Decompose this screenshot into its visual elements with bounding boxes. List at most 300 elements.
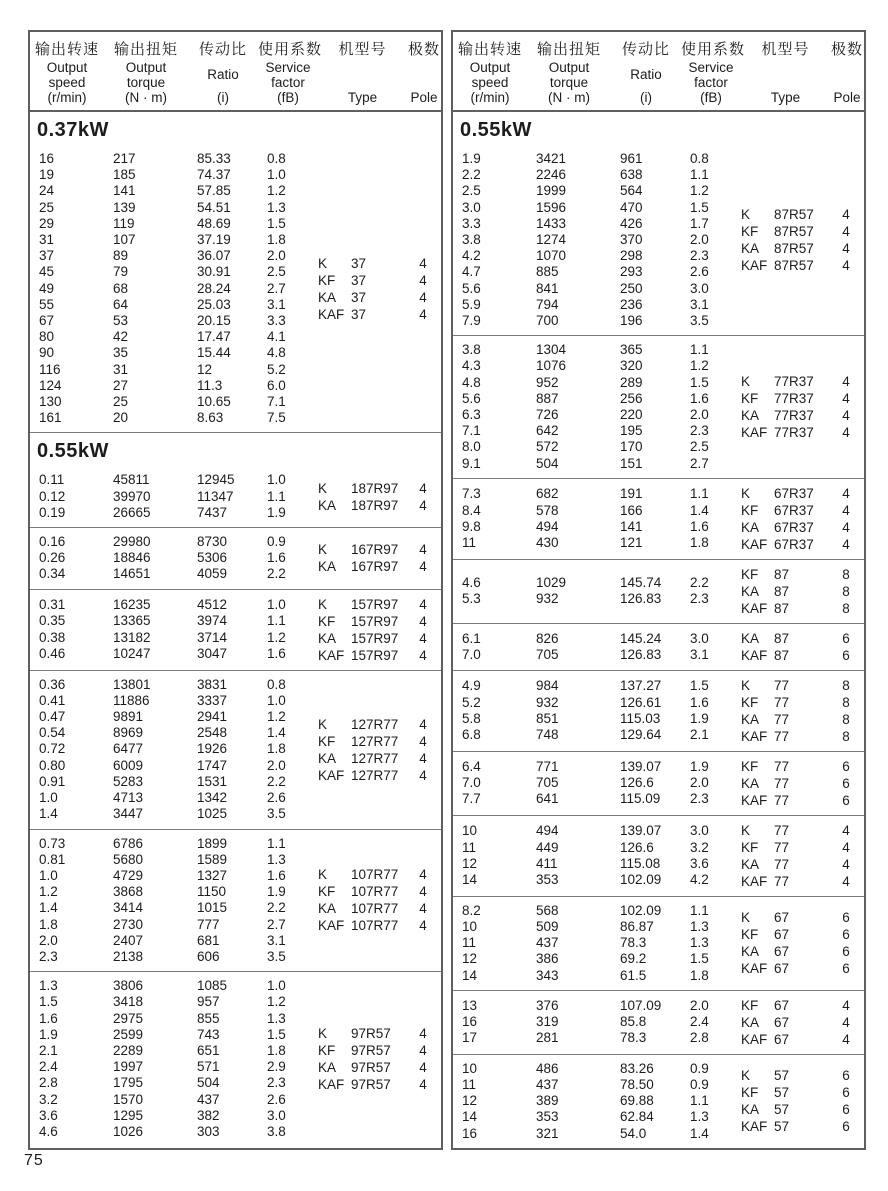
output-speed-cell: 1.4 <box>39 806 58 822</box>
ratio-cell: 85.8 <box>620 1014 647 1030</box>
output-torque-cell: 5283 <box>113 773 144 789</box>
model-pole: 6 <box>842 758 850 774</box>
spec-rows <box>30 836 318 966</box>
service-factor-cell: 1.0 <box>267 692 286 708</box>
column-header-en-line: Output <box>548 59 590 75</box>
service-factor-cell: 1.3 <box>690 1109 709 1125</box>
output-speed-cell: 2.8 <box>39 1075 58 1091</box>
output-torque-cell: 437 <box>536 1077 559 1093</box>
model-line <box>741 424 861 441</box>
service-factor-cell: 3.1 <box>267 296 286 312</box>
output-speed-cell: 130 <box>39 394 62 410</box>
model-pole: 8 <box>842 728 850 744</box>
ratio-cell: 426 <box>620 215 643 231</box>
output-speed-cell: 124 <box>39 377 62 393</box>
output-torque-cell: 4713 <box>113 790 144 806</box>
output-torque-cell: 1076 <box>536 358 567 374</box>
spec-group <box>453 145 864 335</box>
model-prefix: KA <box>318 1060 337 1076</box>
model-code: 77R37 <box>774 391 814 407</box>
model-pole: 6 <box>842 647 850 663</box>
model-code: 77 <box>774 873 790 889</box>
ratio-cell: 743 <box>197 1026 220 1042</box>
service-factor-cell: 3.0 <box>690 280 709 296</box>
model-code: 67 <box>774 997 790 1013</box>
spec-rows <box>453 486 741 551</box>
model-pole: 6 <box>842 1102 850 1118</box>
model-line <box>318 866 438 883</box>
model-pole: 6 <box>842 1119 850 1135</box>
model-pole: 4 <box>842 374 850 390</box>
column-header-en <box>453 59 527 90</box>
ratio-cell: 681 <box>197 932 220 948</box>
output-speed-cell: 0.38 <box>39 629 66 645</box>
service-factor-cell: 4.2 <box>690 872 709 888</box>
column-header-unit: Type <box>770 90 801 105</box>
column-header-zh: 极数 <box>407 41 440 58</box>
service-factor-cell: 1.3 <box>267 199 286 215</box>
service-factor-cell: 3.5 <box>267 806 286 822</box>
output-torque-cell: 1997 <box>113 1059 144 1075</box>
service-factor-cell: 1.1 <box>690 1093 709 1109</box>
service-factor-cell: 1.4 <box>267 725 286 741</box>
output-speed-cell: 10 <box>462 919 478 935</box>
output-speed-cell: 0.19 <box>39 504 66 520</box>
spec-rows <box>30 472 318 521</box>
ratio-cell: 11347 <box>197 488 234 504</box>
model-prefix: K <box>741 485 751 501</box>
model-line <box>741 856 861 873</box>
ratio-cell: 5306 <box>197 550 228 566</box>
column-header-en-line: Service <box>265 59 311 75</box>
model-pole: 4 <box>419 647 427 663</box>
spec-group <box>453 335 864 478</box>
output-torque-cell: 18846 <box>113 550 151 566</box>
ratio-cell: 504 <box>197 1075 220 1091</box>
ratio-cell: 54.0 <box>620 1125 647 1141</box>
output-speed-cell: 5.9 <box>462 296 481 312</box>
output-torque-cell: 578 <box>536 502 559 518</box>
spec-rows <box>30 677 318 823</box>
model-pole: 4 <box>419 289 427 305</box>
model-pole: 4 <box>419 630 427 646</box>
service-factor-cell: 1.9 <box>690 759 709 775</box>
output-torque-cell: 705 <box>536 646 559 662</box>
model-list <box>318 480 441 514</box>
spec-group <box>30 466 441 527</box>
output-torque-cell: 430 <box>536 535 559 551</box>
model-code: 167R97 <box>351 542 399 558</box>
spec-group <box>30 527 441 589</box>
model-prefix: KAF <box>318 647 345 663</box>
service-factor-cell: 4.1 <box>267 329 286 345</box>
spec-rows <box>30 597 318 662</box>
output-torque-cell: 885 <box>536 264 559 280</box>
ratio-cell: 126.83 <box>620 646 662 662</box>
model-code: 67R37 <box>774 536 814 552</box>
service-factor-cell: 2.1 <box>690 727 709 743</box>
model-line <box>318 733 438 750</box>
spec-rows <box>453 342 741 472</box>
service-factor-cell: 2.3 <box>690 423 709 439</box>
model-pole: 8 <box>842 677 850 693</box>
model-pole: 4 <box>419 497 427 513</box>
spec-group <box>30 589 441 670</box>
output-speed-cell: 4.9 <box>462 678 481 694</box>
model-code: 67 <box>774 910 790 926</box>
model-pole: 4 <box>419 272 427 288</box>
model-prefix: KAF <box>741 961 768 977</box>
column-header-en <box>681 59 741 90</box>
output-torque-cell: 3868 <box>113 884 144 900</box>
service-factor-cell: 3.0 <box>690 823 709 839</box>
output-speed-cell: 49 <box>39 280 55 296</box>
power-section-title: 0.55kW <box>460 119 532 141</box>
ratio-cell: 11.3 <box>197 377 223 393</box>
ratio-cell: 36.07 <box>197 248 231 264</box>
output-torque-cell: 771 <box>536 759 559 775</box>
model-code: 37 <box>351 272 367 288</box>
service-factor-cell: 1.7 <box>690 215 709 231</box>
output-torque-cell: 494 <box>536 823 559 839</box>
output-speed-cell: 7.3 <box>462 486 481 502</box>
output-speed-cell: 6.1 <box>462 630 481 646</box>
output-speed-cell: 4.2 <box>462 248 481 264</box>
column-header <box>188 38 258 106</box>
service-factor-cell: 1.1 <box>267 613 286 629</box>
model-prefix: KA <box>318 289 337 305</box>
column-header-en <box>188 59 258 90</box>
ratio-cell: 961 <box>620 151 643 166</box>
model-prefix: KF <box>318 613 336 629</box>
model-pole: 4 <box>842 408 850 424</box>
ratio-cell: 2941 <box>197 709 228 725</box>
model-list <box>741 373 864 441</box>
output-speed-cell: 8.2 <box>462 902 481 918</box>
model-line <box>741 257 861 274</box>
service-factor-cell: 2.0 <box>267 757 286 773</box>
ratio-cell: 437 <box>197 1091 220 1107</box>
output-torque-cell: 449 <box>536 839 559 855</box>
model-pole: 4 <box>419 1077 427 1093</box>
output-torque-cell: 1433 <box>536 215 567 231</box>
ratio-cell: 1747 <box>197 757 228 773</box>
model-list <box>318 1025 441 1093</box>
output-torque-cell: 1026 <box>113 1123 144 1139</box>
ratio-cell: 220 <box>620 407 643 423</box>
model-code: 77 <box>774 711 790 727</box>
column-header-zh: 使用系数 <box>258 41 323 58</box>
ratio-cell: 957 <box>197 994 220 1010</box>
ratio-cell: 8.63 <box>197 410 224 426</box>
output-torque-cell: 217 <box>113 151 136 166</box>
model-code: 87 <box>774 647 790 663</box>
output-torque-cell: 1295 <box>113 1107 144 1123</box>
ratio-cell: 256 <box>620 390 643 406</box>
model-code: 67 <box>774 1014 790 1030</box>
output-torque-cell: 841 <box>536 280 559 296</box>
service-factor-cell: 1.1 <box>690 902 709 918</box>
column-header-en <box>527 59 611 90</box>
output-speed-cell: 2.1 <box>39 1042 58 1058</box>
ratio-cell: 3831 <box>197 676 228 692</box>
model-pole: 4 <box>842 519 850 535</box>
output-torque-cell: 141 <box>113 183 136 199</box>
column-header-zh: 输出转速 <box>34 41 99 58</box>
output-speed-cell: 0.34 <box>39 566 66 582</box>
spec-group <box>453 559 864 623</box>
model-line <box>741 1118 861 1135</box>
output-torque-cell: 13801 <box>113 676 151 692</box>
model-list <box>318 596 441 664</box>
output-speed-cell: 3.6 <box>39 1107 58 1123</box>
output-speed-cell: 3.3 <box>462 215 481 231</box>
output-speed-cell: 14 <box>462 967 478 983</box>
output-speed-cell: 2.2 <box>462 167 481 183</box>
output-torque-cell: 353 <box>536 872 559 888</box>
spec-rows <box>30 151 318 426</box>
spec-group <box>30 829 441 972</box>
output-speed-cell: 16 <box>39 151 55 166</box>
output-torque-cell: 486 <box>536 1060 559 1076</box>
spec-group <box>453 815 864 896</box>
output-speed-cell: 161 <box>39 410 62 426</box>
service-factor-cell: 1.5 <box>267 215 286 231</box>
ratio-cell: 777 <box>197 916 220 932</box>
model-prefix: KF <box>318 272 336 288</box>
ratio-cell: 303 <box>197 1123 220 1139</box>
output-torque-cell: 42 <box>113 329 129 345</box>
ratio-cell: 564 <box>620 183 643 199</box>
service-factor-cell: 1.6 <box>690 694 709 710</box>
ratio-cell: 115.08 <box>620 855 661 871</box>
service-factor-cell: 2.7 <box>267 280 286 296</box>
output-speed-cell: 0.72 <box>39 741 66 757</box>
output-torque-cell: 376 <box>536 998 559 1014</box>
output-speed-cell: 2.0 <box>39 932 58 948</box>
output-speed-cell: 9.8 <box>462 518 481 534</box>
output-speed-cell: 7.1 <box>462 423 481 439</box>
spec-group <box>30 670 441 829</box>
ratio-cell: 102.09 <box>620 872 662 888</box>
service-factor-cell: 1.0 <box>267 978 286 994</box>
model-code: 37 <box>351 255 367 271</box>
model-pole: 4 <box>842 207 850 223</box>
column-header-unit: (i) <box>217 90 229 105</box>
output-speed-cell: 16 <box>462 1125 478 1141</box>
output-torque-cell: 2599 <box>113 1026 144 1042</box>
column-header-en-line: Ratio <box>207 67 239 82</box>
model-pole: 4 <box>842 391 850 407</box>
output-torque-cell: 68 <box>113 280 129 296</box>
service-factor-cell: 2.0 <box>690 775 709 791</box>
output-speed-cell: 55 <box>39 296 55 312</box>
model-prefix: KF <box>318 884 336 900</box>
model-pole: 6 <box>842 927 850 943</box>
service-factor-cell: 2.2 <box>267 900 286 916</box>
ratio-cell: 137.27 <box>620 678 662 694</box>
model-prefix: KAF <box>741 873 768 889</box>
ratio-cell: 139.07 <box>620 823 662 839</box>
output-speed-cell: 1.0 <box>39 867 58 883</box>
model-pole: 6 <box>842 910 850 926</box>
service-factor-cell: 3.8 <box>267 1123 286 1139</box>
model-code: 187R97 <box>351 497 399 513</box>
output-torque-cell: 2246 <box>536 167 567 183</box>
model-code: 97R57 <box>351 1077 391 1093</box>
service-factor-cell: 0.9 <box>690 1060 709 1076</box>
model-prefix: KAF <box>741 647 768 663</box>
output-torque-cell: 8969 <box>113 725 144 741</box>
model-line <box>741 647 861 664</box>
spec-group <box>453 478 864 559</box>
output-torque-cell: 3447 <box>113 806 144 822</box>
service-factor-cell: 2.6 <box>690 264 709 280</box>
service-factor-cell: 1.5 <box>267 1026 286 1042</box>
output-speed-cell: 0.35 <box>39 613 66 629</box>
service-factor-cell: 2.7 <box>267 916 286 932</box>
model-line <box>318 306 438 323</box>
service-factor-cell: 2.3 <box>690 591 709 607</box>
service-factor-cell: 1.6 <box>690 518 709 534</box>
service-factor-cell: 2.2 <box>690 575 709 591</box>
column-header-en <box>830 59 864 90</box>
model-line <box>741 943 861 960</box>
output-speed-cell: 4.3 <box>462 358 481 374</box>
ratio-cell: 4512 <box>197 597 228 613</box>
output-speed-cell: 14 <box>462 872 478 888</box>
model-prefix: K <box>741 207 751 223</box>
model-line <box>318 917 438 934</box>
ratio-cell: 15.44 <box>197 345 231 361</box>
model-line <box>741 223 861 240</box>
ratio-cell: 3337 <box>197 692 228 708</box>
spec-rows <box>30 534 318 583</box>
model-pole: 4 <box>419 480 427 496</box>
model-pole: 8 <box>842 583 850 599</box>
output-torque-cell: 25 <box>113 394 129 410</box>
model-prefix: KF <box>741 839 759 855</box>
service-factor-cell: 3.1 <box>267 932 286 948</box>
output-torque-cell: 1570 <box>113 1091 144 1107</box>
model-pole: 4 <box>842 839 850 855</box>
output-torque-cell: 1070 <box>536 248 567 264</box>
ratio-cell: 7437 <box>197 504 228 520</box>
model-list <box>318 541 441 575</box>
output-speed-cell: 11 <box>462 935 477 951</box>
model-prefix: K <box>741 910 751 926</box>
column-header-zh: 输出扭矩 <box>113 41 178 58</box>
column-header-en-line: factor <box>694 74 728 90</box>
ratio-cell: 78.50 <box>620 1077 654 1093</box>
output-torque-cell: 3806 <box>113 978 144 994</box>
model-pole: 6 <box>842 944 850 960</box>
output-torque-cell: 984 <box>536 678 559 694</box>
ratio-cell: 48.69 <box>197 215 231 231</box>
model-line <box>318 272 438 289</box>
output-torque-cell: 321 <box>536 1125 559 1141</box>
ratio-cell: 370 <box>620 232 643 248</box>
column-header <box>104 38 188 106</box>
column-header <box>830 38 864 106</box>
output-torque-cell: 494 <box>536 518 559 534</box>
model-line <box>741 407 861 424</box>
model-prefix: K <box>318 596 328 612</box>
column-header-zh: 传动比 <box>198 41 247 58</box>
model-line <box>741 677 861 694</box>
model-list <box>741 485 864 553</box>
output-torque-cell: 2138 <box>113 948 144 964</box>
spec-group <box>453 623 864 670</box>
model-line <box>741 1031 861 1048</box>
ratio-cell: 12 <box>197 361 213 377</box>
service-factor-cell: 0.9 <box>267 534 286 550</box>
service-factor-cell: 1.8 <box>267 232 286 248</box>
ratio-cell: 606 <box>197 948 220 964</box>
service-factor-cell: 1.9 <box>267 504 286 520</box>
model-prefix: KF <box>318 733 336 749</box>
model-line <box>318 1042 438 1059</box>
service-factor-cell: 2.2 <box>267 566 286 582</box>
output-torque-cell: 682 <box>536 486 559 502</box>
output-speed-cell: 8.4 <box>462 502 481 518</box>
output-torque-cell: 35 <box>113 345 129 361</box>
model-prefix: KA <box>318 901 337 917</box>
column-header <box>611 38 681 106</box>
spec-table-left <box>28 30 443 1150</box>
column-header-zh: 机型号 <box>761 41 810 58</box>
model-list <box>741 1067 864 1135</box>
service-factor-cell: 5.2 <box>267 361 286 377</box>
model-line <box>318 883 438 900</box>
output-speed-cell: 1.5 <box>39 994 58 1010</box>
service-factor-cell: 1.2 <box>267 709 286 725</box>
output-speed-cell: 1.0 <box>39 790 58 806</box>
ratio-cell: 250 <box>620 280 643 296</box>
output-speed-cell: 4.7 <box>462 264 481 280</box>
service-factor-cell: 1.4 <box>690 1125 709 1141</box>
model-pole: 4 <box>842 536 850 552</box>
output-torque-cell: 887 <box>536 390 559 406</box>
column-header-en <box>318 59 407 90</box>
model-pole: 6 <box>842 961 850 977</box>
model-pole: 4 <box>419 733 427 749</box>
output-torque-cell: 437 <box>536 935 559 951</box>
output-speed-cell: 5.2 <box>462 694 481 710</box>
output-torque-cell: 504 <box>536 455 559 471</box>
ratio-cell: 1926 <box>197 741 228 757</box>
model-code: 87R57 <box>774 207 814 223</box>
output-speed-cell: 5.3 <box>462 591 481 607</box>
output-torque-cell: 64 <box>113 296 129 312</box>
model-pole: 8 <box>842 600 850 616</box>
model-pole: 4 <box>419 1043 427 1059</box>
model-prefix: KAF <box>741 1031 768 1047</box>
output-torque-cell: 89 <box>113 248 129 264</box>
model-line <box>318 558 438 575</box>
model-prefix: KAF <box>318 918 345 934</box>
service-factor-cell: 3.3 <box>267 313 286 329</box>
model-prefix: KAF <box>741 600 768 616</box>
column-header-en-line: Output <box>46 59 88 75</box>
service-factor-cell: 1.0 <box>267 597 286 613</box>
model-code: 67 <box>774 927 790 943</box>
model-list <box>741 909 864 977</box>
output-speed-cell: 0.47 <box>39 709 66 725</box>
output-speed-cell: 67 <box>39 313 55 329</box>
model-list <box>741 677 864 745</box>
service-factor-cell: 1.4 <box>690 502 709 518</box>
